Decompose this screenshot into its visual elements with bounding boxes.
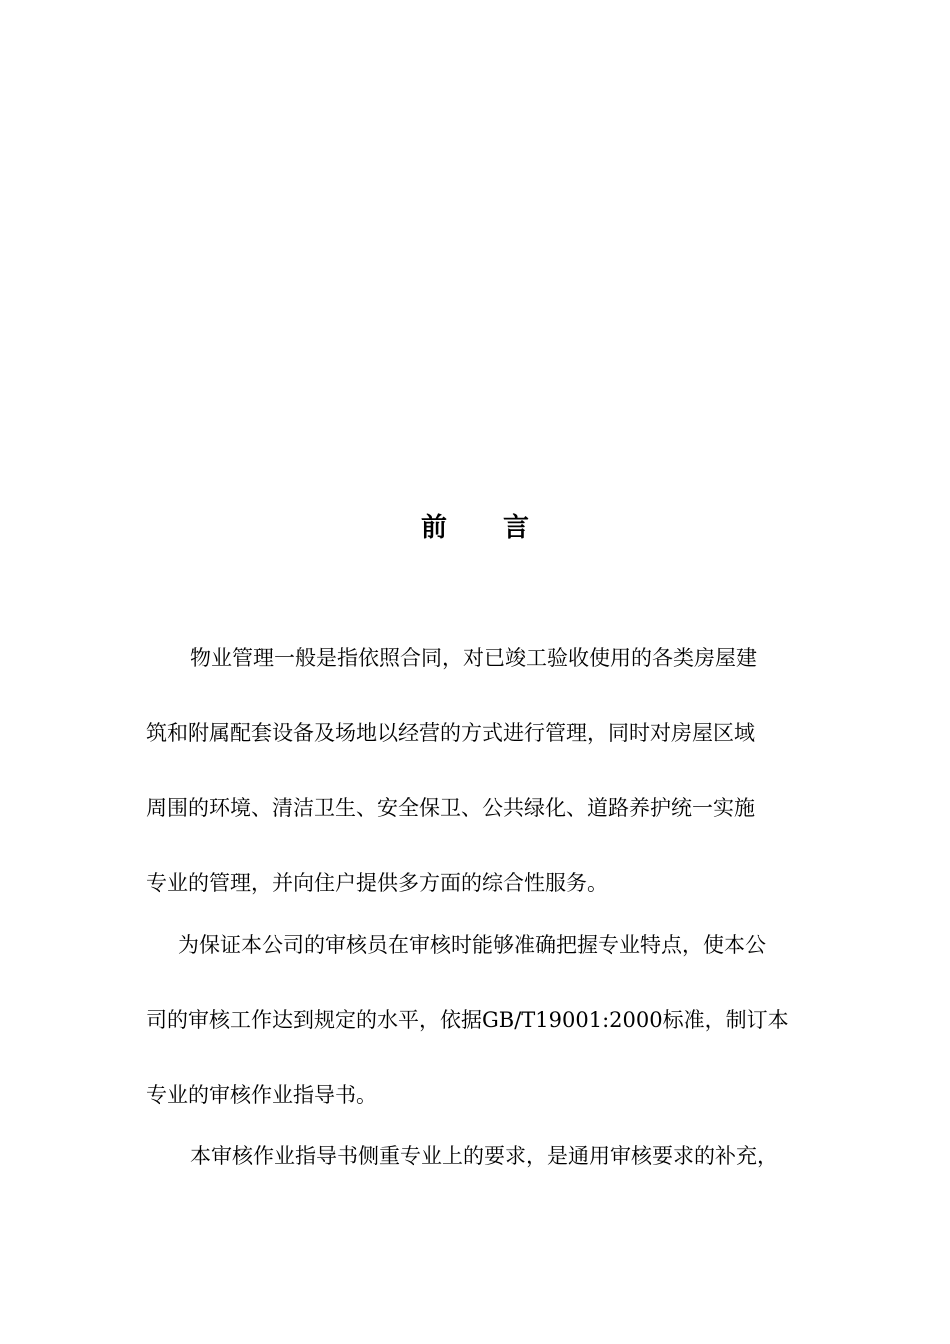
- paragraph-2-line-2: 司的审核工作达到规定的水平，依据GB/T19001:2000标准，制订本: [146, 1008, 789, 1032]
- paragraph-1-line-3: 周围的环境、清洁卫生、安全保卫、公共绿化、道路养护统一实施: [146, 796, 755, 820]
- paragraph-1-line-1: 物业管理一般是指依照合同，对已竣工验收使用的各类房屋建: [190, 646, 757, 670]
- paragraph-3-line-1: 本审核作业指导书侧重专业上的要求，是通用审核要求的补充，: [190, 1144, 778, 1168]
- paragraph-1-line-2: 筑和附属配套设备及场地以经营的方式进行管理，同时对房屋区域: [146, 721, 755, 745]
- paragraph-2-line-3: 专业的审核作业指导书。: [146, 1083, 377, 1107]
- page-title: 前言: [420, 513, 585, 543]
- paragraph-1-line-4: 专业的管理，并向住户提供多方面的综合性服务。: [146, 871, 608, 895]
- paragraph-2-line-1: 为保证本公司的审核员在审核时能够准确把握专业特点，使本公: [178, 933, 766, 957]
